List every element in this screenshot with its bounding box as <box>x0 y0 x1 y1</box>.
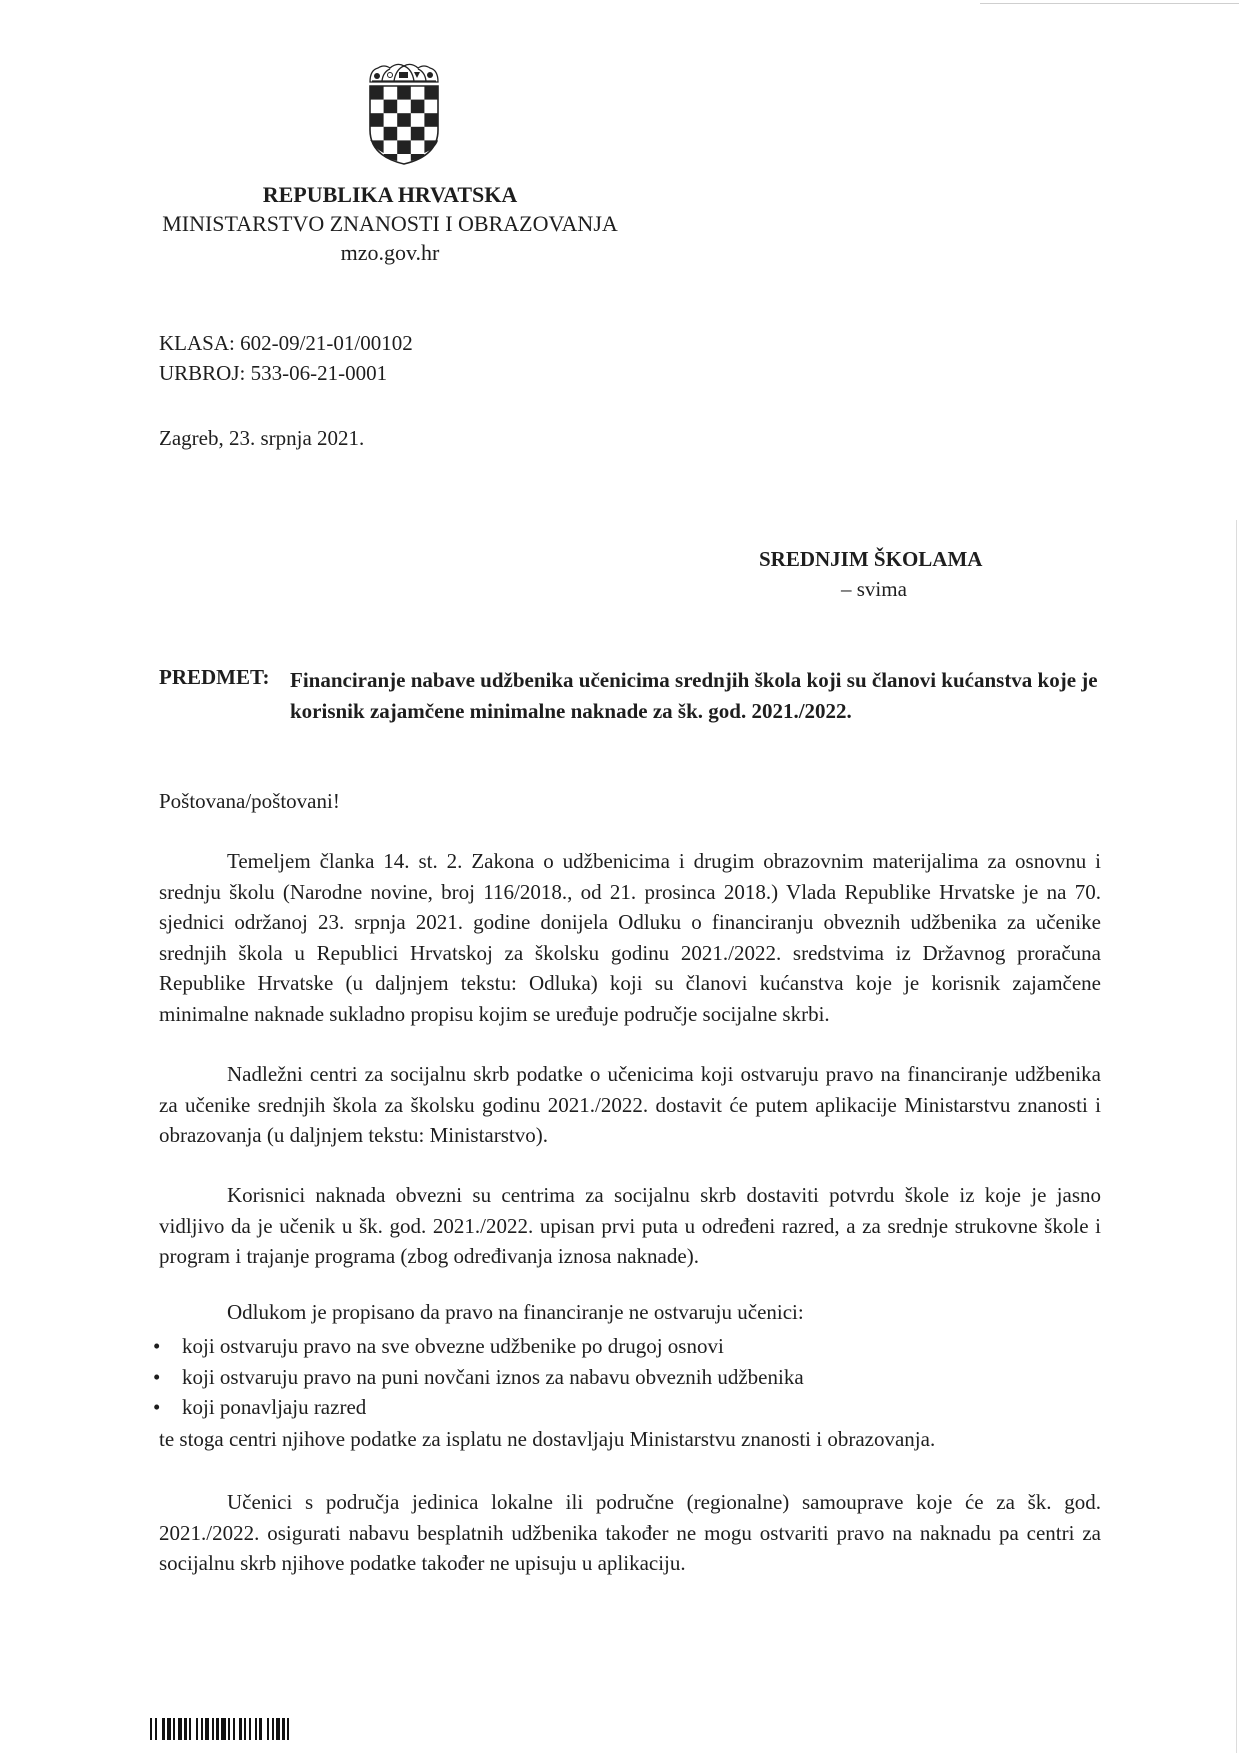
letter-date: Zagreb, 23. srpnja 2021. <box>159 426 365 450</box>
subject-text: Financiranje nabave udžbenika učenicima srednjih škola koji su članovi kućanstva koje je korisnik zajamčene minimalne naknade za šk. god. 2021./2022. <box>290 668 1098 723</box>
body-paragraph-1: Temeljem članka 14. st. 2. Zakona o udžbenicima i drugim obrazovnim materijalima za osnovnu i srednju školu (Narodne novine, broj 116/2018., od 21. prosinca 2018.) Vlada Republike Hrvatske je na 70. sjednici održanoj 23. srpnja 2021. godine donijela Odluku o financiranju obveznih udžbenika za učenike srednjih škola u Republici Hrvatskoj za školsku godinu 2021./2022. sredstvima iz Državnog proračuna Republike Hrvatske (u daljnjem tekstu: Odluka) koji su članovi kućanstva koje je korisnik zajamčene minimalne naknade sukladno propisu kojim se uređuje područje socijalne skrbi. <box>159 849 1101 1026</box>
scan-edge-line-right <box>1236 520 1237 1753</box>
body-paragraph-3: Korisnici naknada obvezni su centrima za socijalnu skrb dostaviti potvrdu škole iz koje je jasno vidljivo da je učenik u šk. god. 2021./2022. upisan prvi puta u određeni razred, a za srednje strukovne škole i program i trajanje programa (zbog određivanja iznosa naknade). <box>159 1183 1101 1268</box>
list-item: • koji ponavljaju razred <box>153 1392 804 1423</box>
body-paragraph-2: Nadležni centri za socijalnu skrb podatke o učenicima koji ostvaruju pravo na financiranje udžbenika za učenike srednjih škola za školsku godinu 2021./2022. dostavit će putem aplikacije Ministarstvu znanosti i obrazovanja (u daljnjem tekstu: Ministarstvo). <box>159 1062 1101 1147</box>
scan-edge-line <box>980 3 1239 4</box>
country-name: REPUBLIKA HRVATSKA <box>262 182 518 207</box>
letterhead <box>130 180 650 267</box>
exclusions-list <box>153 1331 804 1423</box>
list-item: • koji ostvaruju pravo na puni novčani iznos za nabavu obveznih udžbenika <box>153 1362 804 1393</box>
list-item: • koji ostvaruju pravo na sve obvezne udžbenike po drugoj osnovi <box>153 1331 804 1362</box>
exclusions-conclusion: te stoga centri njihove podatke za isplatu ne dostavljaju Ministarstvu znanosti i obrazovanja. <box>159 1427 936 1451</box>
ministry-name: MINISTARSTVO ZNANOSTI I OBRAZOVANJA <box>162 211 618 236</box>
greeting: Poštovana/poštovani! <box>159 789 340 813</box>
ministry-website: mzo.gov.hr <box>340 240 440 265</box>
klasa-reference: KLASA: 602-09/21-01/00102 <box>159 331 413 355</box>
croatian-coat-of-arms-icon <box>364 60 444 166</box>
barcode-bar <box>289 1718 292 1740</box>
recipient-name: SREDNJIM ŠKOLAMA <box>759 547 983 571</box>
recipient-qualifier: – svima <box>841 577 907 601</box>
barcode <box>150 1718 346 1740</box>
subject-label: PREDMET: <box>159 665 270 689</box>
urbroj-reference: URBROJ: 533-06-21-0001 <box>159 361 388 385</box>
exclusions-intro: Odlukom je propisano da pravo na financiranje ne ostvaruju učenici: <box>227 1300 804 1324</box>
body-paragraph-5: Učenici s područja jedinica lokalne ili područne (regionalne) samouprave koje će za šk. god. 2021./2022. osigurati nabavu besplatnih udžbenika također ne mogu ostvariti pravo na naknadu pa centri za socijalnu skrb njihove podatke također ne upisuju u aplikaciju. <box>159 1490 1101 1575</box>
